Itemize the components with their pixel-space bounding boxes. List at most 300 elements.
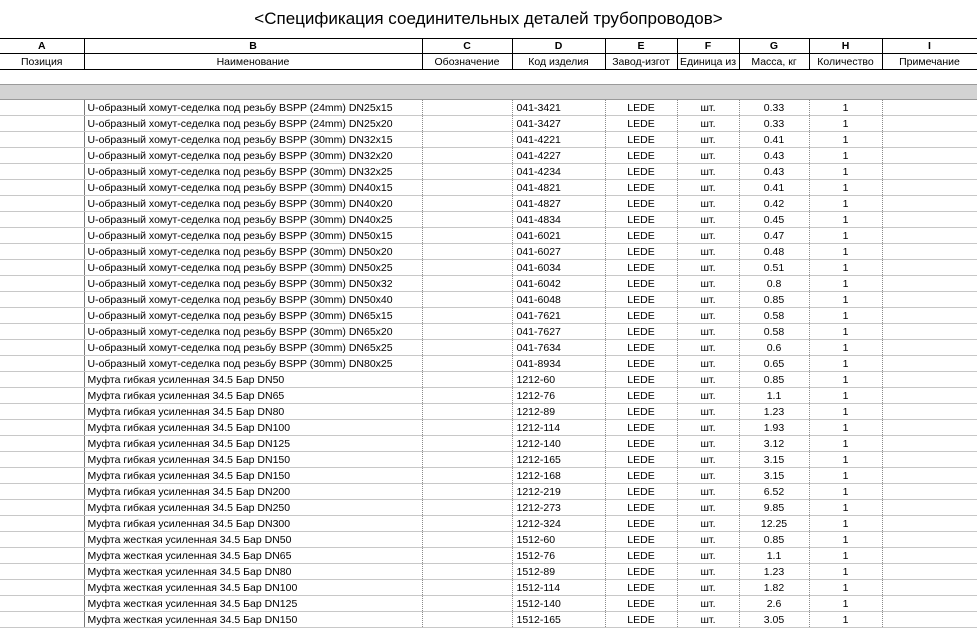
quantity-cell[interactable]: 1 bbox=[809, 308, 882, 324]
designation-cell[interactable] bbox=[422, 100, 512, 116]
name-cell[interactable]: U-образный хомут-седелка под резьбу BSPP (24mm) DN25x15 bbox=[84, 100, 422, 116]
unit-cell[interactable]: шт. bbox=[677, 500, 739, 516]
designation-cell[interactable] bbox=[422, 404, 512, 420]
manufacturer-cell[interactable]: LEDE bbox=[605, 260, 677, 276]
unit-cell[interactable]: шт. bbox=[677, 452, 739, 468]
manufacturer-cell[interactable]: LEDE bbox=[605, 292, 677, 308]
quantity-cell[interactable]: 1 bbox=[809, 532, 882, 548]
product-code-cell[interactable]: 041-6021 bbox=[512, 228, 605, 244]
position-cell[interactable] bbox=[0, 500, 84, 516]
note-cell[interactable] bbox=[882, 292, 977, 308]
manufacturer-cell[interactable]: LEDE bbox=[605, 100, 677, 116]
manufacturer-cell[interactable]: LEDE bbox=[605, 228, 677, 244]
column-letter[interactable]: B bbox=[84, 39, 422, 54]
quantity-cell[interactable]: 1 bbox=[809, 212, 882, 228]
name-cell[interactable]: Муфта гибкая усиленная 34.5 Бар DN200 bbox=[84, 484, 422, 500]
position-cell[interactable] bbox=[0, 180, 84, 196]
product-code-cell[interactable]: 1512-165 bbox=[512, 612, 605, 628]
position-cell[interactable] bbox=[0, 260, 84, 276]
position-cell[interactable] bbox=[0, 484, 84, 500]
note-cell[interactable] bbox=[882, 228, 977, 244]
product-code-cell[interactable]: 1212-114 bbox=[512, 420, 605, 436]
note-cell[interactable] bbox=[882, 212, 977, 228]
unit-cell[interactable]: шт. bbox=[677, 564, 739, 580]
name-cell[interactable]: U-образный хомут-седелка под резьбу BSPP (30mm) DN65x15 bbox=[84, 308, 422, 324]
quantity-cell[interactable]: 1 bbox=[809, 292, 882, 308]
manufacturer-cell[interactable]: LEDE bbox=[605, 484, 677, 500]
name-cell[interactable]: Муфта жесткая усиленная 34.5 Бар DN80 bbox=[84, 564, 422, 580]
note-cell[interactable] bbox=[882, 276, 977, 292]
quantity-cell[interactable]: 1 bbox=[809, 196, 882, 212]
name-cell[interactable]: Муфта гибкая усиленная 34.5 Бар DN150 bbox=[84, 468, 422, 484]
quantity-cell[interactable]: 1 bbox=[809, 276, 882, 292]
column-letter[interactable]: G bbox=[739, 39, 809, 54]
designation-cell[interactable] bbox=[422, 580, 512, 596]
column-letter[interactable]: D bbox=[512, 39, 605, 54]
mass-cell[interactable]: 3.15 bbox=[739, 452, 809, 468]
note-cell[interactable] bbox=[882, 100, 977, 116]
manufacturer-cell[interactable]: LEDE bbox=[605, 116, 677, 132]
table-row[interactable] bbox=[0, 340, 977, 356]
table-row[interactable] bbox=[0, 404, 977, 420]
quantity-cell[interactable]: 1 bbox=[809, 244, 882, 260]
note-cell[interactable] bbox=[882, 372, 977, 388]
mass-cell[interactable]: 9.85 bbox=[739, 500, 809, 516]
quantity-cell[interactable]: 1 bbox=[809, 500, 882, 516]
note-cell[interactable] bbox=[882, 596, 977, 612]
name-cell[interactable]: U-образный хомут-седелка под резьбу BSPP (30mm) DN50x15 bbox=[84, 228, 422, 244]
designation-cell[interactable] bbox=[422, 196, 512, 212]
name-cell[interactable]: Муфта гибкая усиленная 34.5 Бар DN250 bbox=[84, 500, 422, 516]
table-row[interactable] bbox=[0, 244, 977, 260]
designation-cell[interactable] bbox=[422, 388, 512, 404]
product-code-cell[interactable]: 041-6042 bbox=[512, 276, 605, 292]
product-code-cell[interactable]: 1512-60 bbox=[512, 532, 605, 548]
table-row[interactable] bbox=[0, 484, 977, 500]
table-row[interactable] bbox=[0, 180, 977, 196]
mass-cell[interactable]: 0.58 bbox=[739, 324, 809, 340]
quantity-cell[interactable]: 1 bbox=[809, 260, 882, 276]
table-row[interactable] bbox=[0, 532, 977, 548]
designation-cell[interactable] bbox=[422, 468, 512, 484]
group-header-row[interactable] bbox=[0, 85, 977, 100]
mass-cell[interactable]: 0.47 bbox=[739, 228, 809, 244]
column-header[interactable]: Масса, кг bbox=[739, 54, 809, 70]
mass-cell[interactable]: 0.41 bbox=[739, 132, 809, 148]
unit-cell[interactable]: шт. bbox=[677, 356, 739, 372]
mass-cell[interactable]: 0.43 bbox=[739, 148, 809, 164]
unit-cell[interactable]: шт. bbox=[677, 596, 739, 612]
manufacturer-cell[interactable]: LEDE bbox=[605, 164, 677, 180]
position-cell[interactable] bbox=[0, 532, 84, 548]
table-row[interactable] bbox=[0, 276, 977, 292]
product-code-cell[interactable]: 041-6027 bbox=[512, 244, 605, 260]
name-cell[interactable]: U-образный хомут-седелка под резьбу BSPP (30mm) DN65x25 bbox=[84, 340, 422, 356]
note-cell[interactable] bbox=[882, 484, 977, 500]
table-row[interactable] bbox=[0, 116, 977, 132]
name-cell[interactable]: U-образный хомут-седелка под резьбу BSPP (30mm) DN65x20 bbox=[84, 324, 422, 340]
mass-cell[interactable]: 3.15 bbox=[739, 468, 809, 484]
manufacturer-cell[interactable]: LEDE bbox=[605, 468, 677, 484]
unit-cell[interactable]: шт. bbox=[677, 420, 739, 436]
mass-cell[interactable]: 0.33 bbox=[739, 116, 809, 132]
unit-cell[interactable]: шт. bbox=[677, 548, 739, 564]
mass-cell[interactable]: 0.6 bbox=[739, 340, 809, 356]
position-cell[interactable] bbox=[0, 132, 84, 148]
table-row[interactable] bbox=[0, 612, 977, 628]
name-cell[interactable]: Муфта гибкая усиленная 34.5 Бар DN100 bbox=[84, 420, 422, 436]
quantity-cell[interactable]: 1 bbox=[809, 388, 882, 404]
product-code-cell[interactable]: 1212-219 bbox=[512, 484, 605, 500]
designation-cell[interactable] bbox=[422, 436, 512, 452]
manufacturer-cell[interactable]: LEDE bbox=[605, 132, 677, 148]
name-cell[interactable]: Муфта гибкая усиленная 34.5 Бар DN150 bbox=[84, 452, 422, 468]
name-cell[interactable]: U-образный хомут-седелка под резьбу BSPP (30mm) DN32x20 bbox=[84, 148, 422, 164]
mass-cell[interactable]: 6.52 bbox=[739, 484, 809, 500]
manufacturer-cell[interactable]: LEDE bbox=[605, 420, 677, 436]
manufacturer-cell[interactable]: LEDE bbox=[605, 404, 677, 420]
position-cell[interactable] bbox=[0, 516, 84, 532]
manufacturer-cell[interactable]: LEDE bbox=[605, 612, 677, 628]
mass-cell[interactable]: 1.1 bbox=[739, 388, 809, 404]
designation-cell[interactable] bbox=[422, 228, 512, 244]
manufacturer-cell[interactable]: LEDE bbox=[605, 356, 677, 372]
designation-cell[interactable] bbox=[422, 148, 512, 164]
table-row[interactable] bbox=[0, 436, 977, 452]
name-cell[interactable]: Муфта жесткая усиленная 34.5 Бар DN50 bbox=[84, 532, 422, 548]
position-cell[interactable] bbox=[0, 612, 84, 628]
note-cell[interactable] bbox=[882, 148, 977, 164]
position-cell[interactable] bbox=[0, 372, 84, 388]
note-cell[interactable] bbox=[882, 468, 977, 484]
manufacturer-cell[interactable]: LEDE bbox=[605, 244, 677, 260]
mass-cell[interactable]: 3.05 bbox=[739, 612, 809, 628]
product-code-cell[interactable]: 041-4834 bbox=[512, 212, 605, 228]
product-code-cell[interactable]: 041-3421 bbox=[512, 100, 605, 116]
quantity-cell[interactable]: 1 bbox=[809, 564, 882, 580]
name-cell[interactable]: U-образный хомут-седелка под резьбу BSPP (30mm) DN50x25 bbox=[84, 260, 422, 276]
product-code-cell[interactable]: 041-4227 bbox=[512, 148, 605, 164]
note-cell[interactable] bbox=[882, 436, 977, 452]
name-cell[interactable]: Муфта гибкая усиленная 34.5 Бар DN50 bbox=[84, 372, 422, 388]
designation-cell[interactable] bbox=[422, 212, 512, 228]
column-header[interactable]: Наименование bbox=[84, 54, 422, 70]
mass-cell[interactable]: 0.48 bbox=[739, 244, 809, 260]
note-cell[interactable] bbox=[882, 564, 977, 580]
unit-cell[interactable]: шт. bbox=[677, 100, 739, 116]
product-code-cell[interactable]: 041-4221 bbox=[512, 132, 605, 148]
position-cell[interactable] bbox=[0, 196, 84, 212]
position-cell[interactable] bbox=[0, 164, 84, 180]
mass-cell[interactable]: 0.43 bbox=[739, 164, 809, 180]
designation-cell[interactable] bbox=[422, 548, 512, 564]
mass-cell[interactable]: 0.85 bbox=[739, 372, 809, 388]
mass-cell[interactable]: 0.42 bbox=[739, 196, 809, 212]
table-row[interactable] bbox=[0, 100, 977, 116]
designation-cell[interactable] bbox=[422, 596, 512, 612]
table-row[interactable] bbox=[0, 356, 977, 372]
manufacturer-cell[interactable]: LEDE bbox=[605, 596, 677, 612]
table-row[interactable] bbox=[0, 564, 977, 580]
designation-cell[interactable] bbox=[422, 308, 512, 324]
column-header[interactable]: Позиция bbox=[0, 54, 84, 70]
manufacturer-cell[interactable]: LEDE bbox=[605, 548, 677, 564]
product-code-cell[interactable]: 1212-140 bbox=[512, 436, 605, 452]
designation-cell[interactable] bbox=[422, 612, 512, 628]
column-letter[interactable]: H bbox=[809, 39, 882, 54]
mass-cell[interactable]: 0.85 bbox=[739, 292, 809, 308]
quantity-cell[interactable]: 1 bbox=[809, 180, 882, 196]
note-cell[interactable] bbox=[882, 548, 977, 564]
note-cell[interactable] bbox=[882, 404, 977, 420]
position-cell[interactable] bbox=[0, 212, 84, 228]
position-cell[interactable] bbox=[0, 452, 84, 468]
position-cell[interactable] bbox=[0, 596, 84, 612]
mass-cell[interactable]: 3.12 bbox=[739, 436, 809, 452]
product-code-cell[interactable]: 041-7621 bbox=[512, 308, 605, 324]
table-row[interactable] bbox=[0, 196, 977, 212]
note-cell[interactable] bbox=[882, 116, 977, 132]
quantity-cell[interactable]: 1 bbox=[809, 116, 882, 132]
table-row[interactable] bbox=[0, 292, 977, 308]
name-cell[interactable]: U-образный хомут-седелка под резьбу BSPP (30mm) DN50x40 bbox=[84, 292, 422, 308]
product-code-cell[interactable]: 1212-168 bbox=[512, 468, 605, 484]
column-letter[interactable]: C bbox=[422, 39, 512, 54]
unit-cell[interactable]: шт. bbox=[677, 340, 739, 356]
table-row[interactable] bbox=[0, 148, 977, 164]
table-row[interactable] bbox=[0, 164, 977, 180]
manufacturer-cell[interactable]: LEDE bbox=[605, 436, 677, 452]
table-row[interactable] bbox=[0, 388, 977, 404]
designation-cell[interactable] bbox=[422, 116, 512, 132]
manufacturer-cell[interactable]: LEDE bbox=[605, 532, 677, 548]
note-cell[interactable] bbox=[882, 356, 977, 372]
note-cell[interactable] bbox=[882, 132, 977, 148]
column-header[interactable]: Количество bbox=[809, 54, 882, 70]
table-row[interactable] bbox=[0, 260, 977, 276]
designation-cell[interactable] bbox=[422, 324, 512, 340]
unit-cell[interactable]: шт. bbox=[677, 404, 739, 420]
product-code-cell[interactable]: 1212-324 bbox=[512, 516, 605, 532]
unit-cell[interactable]: шт. bbox=[677, 212, 739, 228]
manufacturer-cell[interactable]: LEDE bbox=[605, 180, 677, 196]
name-cell[interactable]: U-образный хомут-седелка под резьбу BSPP (24mm) DN25x20 bbox=[84, 116, 422, 132]
unit-cell[interactable]: шт. bbox=[677, 164, 739, 180]
note-cell[interactable] bbox=[882, 260, 977, 276]
position-cell[interactable] bbox=[0, 100, 84, 116]
mass-cell[interactable]: 0.33 bbox=[739, 100, 809, 116]
quantity-cell[interactable]: 1 bbox=[809, 340, 882, 356]
designation-cell[interactable] bbox=[422, 180, 512, 196]
note-cell[interactable] bbox=[882, 244, 977, 260]
column-header[interactable]: Завод-изгот bbox=[605, 54, 677, 70]
unit-cell[interactable]: шт. bbox=[677, 580, 739, 596]
position-cell[interactable] bbox=[0, 388, 84, 404]
table-row[interactable] bbox=[0, 228, 977, 244]
quantity-cell[interactable]: 1 bbox=[809, 580, 882, 596]
note-cell[interactable] bbox=[882, 308, 977, 324]
name-cell[interactable]: U-образный хомут-седелка под резьбу BSPP (30mm) DN40x25 bbox=[84, 212, 422, 228]
table-row[interactable] bbox=[0, 516, 977, 532]
position-cell[interactable] bbox=[0, 244, 84, 260]
position-cell[interactable] bbox=[0, 340, 84, 356]
quantity-cell[interactable]: 1 bbox=[809, 100, 882, 116]
position-cell[interactable] bbox=[0, 148, 84, 164]
unit-cell[interactable]: шт. bbox=[677, 468, 739, 484]
mass-cell[interactable]: 0.58 bbox=[739, 308, 809, 324]
name-cell[interactable]: Муфта жесткая усиленная 34.5 Бар DN125 bbox=[84, 596, 422, 612]
name-cell[interactable]: Муфта жесткая усиленная 34.5 Бар DN100 bbox=[84, 580, 422, 596]
designation-cell[interactable] bbox=[422, 132, 512, 148]
table-row[interactable] bbox=[0, 500, 977, 516]
table-row[interactable] bbox=[0, 548, 977, 564]
product-code-cell[interactable]: 1212-76 bbox=[512, 388, 605, 404]
unit-cell[interactable]: шт. bbox=[677, 292, 739, 308]
manufacturer-cell[interactable]: LEDE bbox=[605, 324, 677, 340]
note-cell[interactable] bbox=[882, 180, 977, 196]
manufacturer-cell[interactable]: LEDE bbox=[605, 580, 677, 596]
quantity-cell[interactable]: 1 bbox=[809, 468, 882, 484]
designation-cell[interactable] bbox=[422, 244, 512, 260]
unit-cell[interactable]: шт. bbox=[677, 276, 739, 292]
unit-cell[interactable]: шт. bbox=[677, 372, 739, 388]
product-code-cell[interactable]: 041-4821 bbox=[512, 180, 605, 196]
note-cell[interactable] bbox=[882, 452, 977, 468]
designation-cell[interactable] bbox=[422, 356, 512, 372]
note-cell[interactable] bbox=[882, 516, 977, 532]
quantity-cell[interactable]: 1 bbox=[809, 436, 882, 452]
name-cell[interactable]: Муфта жесткая усиленная 34.5 Бар DN150 bbox=[84, 612, 422, 628]
designation-cell[interactable] bbox=[422, 164, 512, 180]
quantity-cell[interactable]: 1 bbox=[809, 548, 882, 564]
designation-cell[interactable] bbox=[422, 516, 512, 532]
unit-cell[interactable]: шт. bbox=[677, 196, 739, 212]
name-cell[interactable]: Муфта гибкая усиленная 34.5 Бар DN65 bbox=[84, 388, 422, 404]
position-cell[interactable] bbox=[0, 228, 84, 244]
unit-cell[interactable]: шт. bbox=[677, 324, 739, 340]
note-cell[interactable] bbox=[882, 500, 977, 516]
manufacturer-cell[interactable]: LEDE bbox=[605, 308, 677, 324]
manufacturer-cell[interactable]: LEDE bbox=[605, 148, 677, 164]
mass-cell[interactable]: 0.41 bbox=[739, 180, 809, 196]
position-cell[interactable] bbox=[0, 548, 84, 564]
name-cell[interactable]: U-образный хомут-седелка под резьбу BSPP (30mm) DN40x20 bbox=[84, 196, 422, 212]
name-cell[interactable]: U-образный хомут-седелка под резьбу BSPP (30mm) DN40x15 bbox=[84, 180, 422, 196]
column-letter[interactable]: I bbox=[882, 39, 977, 54]
column-letter[interactable]: F bbox=[677, 39, 739, 54]
quantity-cell[interactable]: 1 bbox=[809, 404, 882, 420]
quantity-cell[interactable]: 1 bbox=[809, 596, 882, 612]
quantity-cell[interactable]: 1 bbox=[809, 372, 882, 388]
unit-cell[interactable]: шт. bbox=[677, 308, 739, 324]
column-header[interactable]: Единица из bbox=[677, 54, 739, 70]
manufacturer-cell[interactable]: LEDE bbox=[605, 196, 677, 212]
table-row[interactable] bbox=[0, 324, 977, 340]
name-cell[interactable]: Муфта гибкая усиленная 34.5 Бар DN300 bbox=[84, 516, 422, 532]
product-code-cell[interactable]: 1512-89 bbox=[512, 564, 605, 580]
unit-cell[interactable]: шт. bbox=[677, 148, 739, 164]
product-code-cell[interactable]: 041-8934 bbox=[512, 356, 605, 372]
column-header[interactable]: Обозначение bbox=[422, 54, 512, 70]
note-cell[interactable] bbox=[882, 532, 977, 548]
position-cell[interactable] bbox=[0, 356, 84, 372]
manufacturer-cell[interactable]: LEDE bbox=[605, 340, 677, 356]
name-cell[interactable]: U-образный хомут-седелка под резьбу BSPP (30mm) DN50x32 bbox=[84, 276, 422, 292]
designation-cell[interactable] bbox=[422, 292, 512, 308]
manufacturer-cell[interactable]: LEDE bbox=[605, 388, 677, 404]
product-code-cell[interactable]: 1212-273 bbox=[512, 500, 605, 516]
manufacturer-cell[interactable]: LEDE bbox=[605, 212, 677, 228]
position-cell[interactable] bbox=[0, 292, 84, 308]
column-header[interactable]: Код изделия bbox=[512, 54, 605, 70]
name-cell[interactable]: Муфта жесткая усиленная 34.5 Бар DN65 bbox=[84, 548, 422, 564]
manufacturer-cell[interactable]: LEDE bbox=[605, 516, 677, 532]
note-cell[interactable] bbox=[882, 612, 977, 628]
name-cell[interactable]: U-образный хомут-седелка под резьбу BSPP (30mm) DN32x15 bbox=[84, 132, 422, 148]
table-row[interactable] bbox=[0, 580, 977, 596]
unit-cell[interactable]: шт. bbox=[677, 132, 739, 148]
note-cell[interactable] bbox=[882, 340, 977, 356]
product-code-cell[interactable]: 1512-114 bbox=[512, 580, 605, 596]
mass-cell[interactable]: 0.8 bbox=[739, 276, 809, 292]
position-cell[interactable] bbox=[0, 564, 84, 580]
product-code-cell[interactable]: 1212-165 bbox=[512, 452, 605, 468]
mass-cell[interactable]: 12.25 bbox=[739, 516, 809, 532]
designation-cell[interactable] bbox=[422, 484, 512, 500]
table-row[interactable] bbox=[0, 132, 977, 148]
position-cell[interactable] bbox=[0, 580, 84, 596]
unit-cell[interactable]: шт. bbox=[677, 436, 739, 452]
note-cell[interactable] bbox=[882, 164, 977, 180]
designation-cell[interactable] bbox=[422, 532, 512, 548]
designation-cell[interactable] bbox=[422, 260, 512, 276]
mass-cell[interactable]: 1.23 bbox=[739, 404, 809, 420]
table-row[interactable] bbox=[0, 468, 977, 484]
product-code-cell[interactable]: 041-6048 bbox=[512, 292, 605, 308]
quantity-cell[interactable]: 1 bbox=[809, 516, 882, 532]
quantity-cell[interactable]: 1 bbox=[809, 452, 882, 468]
manufacturer-cell[interactable]: LEDE bbox=[605, 276, 677, 292]
position-cell[interactable] bbox=[0, 276, 84, 292]
designation-cell[interactable] bbox=[422, 452, 512, 468]
quantity-cell[interactable]: 1 bbox=[809, 356, 882, 372]
manufacturer-cell[interactable]: LEDE bbox=[605, 452, 677, 468]
designation-cell[interactable] bbox=[422, 372, 512, 388]
unit-cell[interactable]: шт. bbox=[677, 116, 739, 132]
product-code-cell[interactable]: 1212-89 bbox=[512, 404, 605, 420]
position-cell[interactable] bbox=[0, 404, 84, 420]
name-cell[interactable]: U-образный хомут-седелка под резьбу BSPP (30mm) DN32x25 bbox=[84, 164, 422, 180]
position-cell[interactable] bbox=[0, 116, 84, 132]
column-letter[interactable]: E bbox=[605, 39, 677, 54]
position-cell[interactable] bbox=[0, 468, 84, 484]
table-row[interactable] bbox=[0, 452, 977, 468]
quantity-cell[interactable]: 1 bbox=[809, 420, 882, 436]
product-code-cell[interactable]: 041-4827 bbox=[512, 196, 605, 212]
manufacturer-cell[interactable]: LEDE bbox=[605, 564, 677, 580]
quantity-cell[interactable]: 1 bbox=[809, 132, 882, 148]
product-code-cell[interactable]: 041-7634 bbox=[512, 340, 605, 356]
product-code-cell[interactable]: 041-4234 bbox=[512, 164, 605, 180]
table-row[interactable] bbox=[0, 308, 977, 324]
mass-cell[interactable]: 0.51 bbox=[739, 260, 809, 276]
designation-cell[interactable] bbox=[422, 340, 512, 356]
quantity-cell[interactable]: 1 bbox=[809, 228, 882, 244]
mass-cell[interactable]: 1.23 bbox=[739, 564, 809, 580]
designation-cell[interactable] bbox=[422, 500, 512, 516]
quantity-cell[interactable]: 1 bbox=[809, 324, 882, 340]
note-cell[interactable] bbox=[882, 420, 977, 436]
